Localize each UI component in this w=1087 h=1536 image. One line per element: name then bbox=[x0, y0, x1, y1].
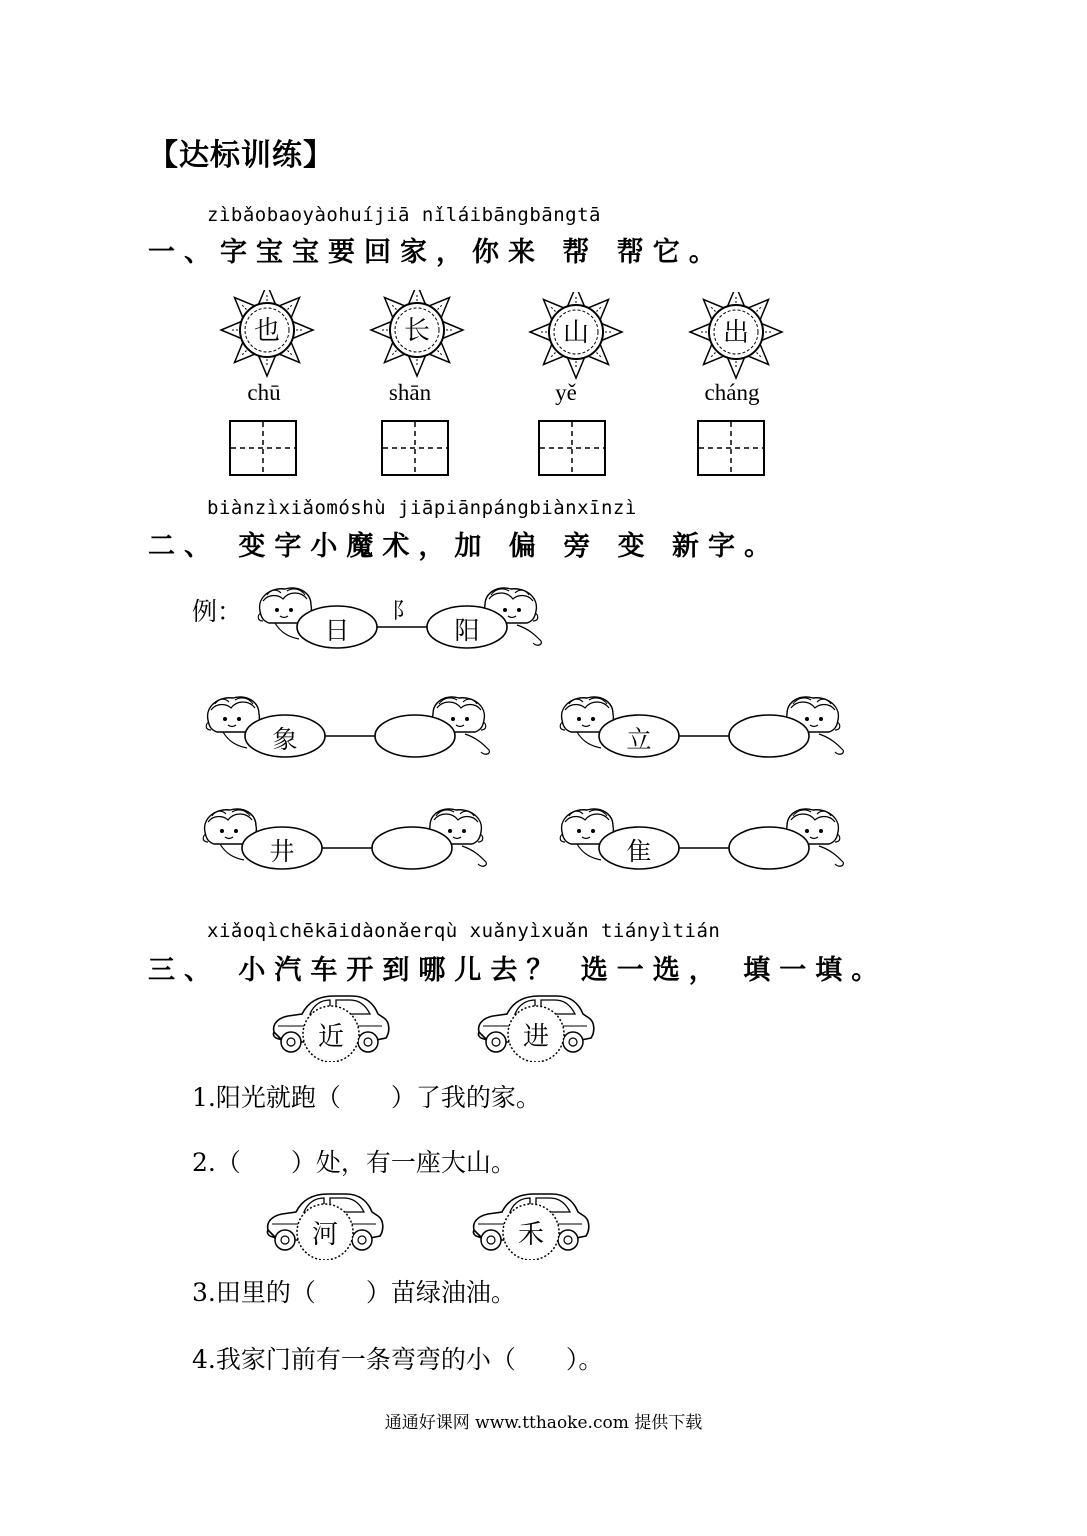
word-circle-left: 隹 bbox=[626, 837, 652, 866]
word-circle-left: 井 bbox=[269, 837, 295, 866]
sun-char: 山 bbox=[562, 318, 589, 348]
sentence-3: 3.田里的（ ）苗绿油油。 bbox=[192, 1278, 516, 1307]
word-circle-right: 阳 bbox=[454, 616, 480, 645]
car-character: 近 bbox=[317, 1022, 344, 1052]
footer: 通通好课网 www.tthaoke.com 提供下载 bbox=[384, 1413, 703, 1433]
section2-heading: 二、 变字小魔术，加 偏 旁 变 新字。 bbox=[148, 531, 780, 562]
section1-heading: 一、字宝宝要回家，你来 帮 帮它。 bbox=[148, 237, 725, 268]
car-option bbox=[268, 990, 393, 1062]
sun-character bbox=[217, 290, 317, 380]
radical-pair bbox=[557, 804, 857, 874]
sentence-4: 4.我家门前有一条弯弯的小（ ）。 bbox=[192, 1345, 604, 1374]
writing-grid[interactable] bbox=[381, 420, 449, 476]
writing-grid[interactable] bbox=[697, 420, 765, 476]
sentence-2: 2.（ ）处，有一座大山。 bbox=[192, 1148, 516, 1177]
radical-pair bbox=[200, 804, 500, 874]
section2-pinyin: biànzìxiǎomóshù jiāpiānpángbiànxīnzì bbox=[207, 497, 637, 519]
sun-character bbox=[367, 290, 467, 380]
word-circle-left: 象 bbox=[272, 725, 298, 754]
radical-pair bbox=[203, 692, 503, 762]
radical-pair bbox=[557, 692, 857, 762]
section1-pinyin: zìbǎobaoyàohuíjiā nǐláibāngbāngtā bbox=[207, 204, 601, 226]
sun-char: 长 bbox=[403, 316, 430, 346]
car-character: 河 bbox=[311, 1220, 338, 1250]
word-circle-left: 立 bbox=[626, 725, 652, 754]
writing-grid[interactable] bbox=[538, 420, 606, 476]
pinyin-label: yě bbox=[555, 380, 577, 405]
sun-char: 出 bbox=[722, 318, 749, 348]
section3-pinyin: xiǎoqìchēkāidàonǎerqù xuǎnyìxuǎn tiányìtián bbox=[207, 920, 721, 942]
car-option bbox=[262, 1188, 387, 1260]
page-title: 【达标训练】 bbox=[148, 138, 334, 173]
sentence-1: 1.阳光就跑（ ）了我的家。 bbox=[192, 1083, 541, 1112]
example-label: 例： bbox=[192, 597, 243, 626]
example-radical: 阝 bbox=[392, 599, 415, 624]
car-character: 进 bbox=[522, 1022, 549, 1052]
pinyin-label: cháng bbox=[704, 380, 760, 405]
sun-character bbox=[686, 292, 786, 382]
car-option bbox=[468, 1188, 593, 1260]
pinyin-label: chū bbox=[247, 380, 281, 405]
writing-grid[interactable] bbox=[229, 420, 297, 476]
sun-char: 也 bbox=[253, 316, 280, 346]
car-option bbox=[473, 990, 598, 1062]
section3-heading: 三、 小汽车开到哪儿去？ 选一选， 填一填。 bbox=[148, 955, 888, 986]
sun-character bbox=[526, 292, 626, 382]
pinyin-label: shān bbox=[388, 380, 432, 405]
word-circle-left: 日 bbox=[324, 616, 350, 645]
car-character: 禾 bbox=[517, 1220, 544, 1250]
